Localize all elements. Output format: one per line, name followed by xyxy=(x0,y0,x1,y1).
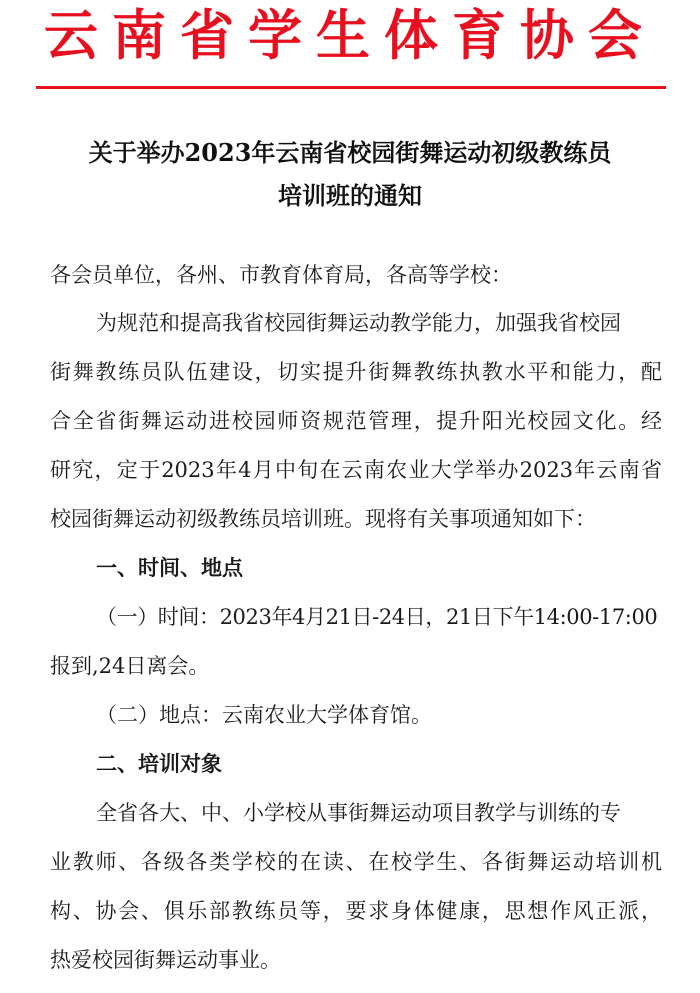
intro-line-1: 为规范和提高我省校园街舞运动教学能力，加强我省校园 xyxy=(96,311,621,335)
intro-line-2: 街舞教练员队伍建设，切实提升街舞教练执教水平和能力，配 xyxy=(50,360,662,384)
salutation: 各会员单位，各州、市教育体育局，各高等学校： xyxy=(50,263,512,287)
trainees-line-4: 热爱校园街舞运动事业。 xyxy=(50,948,281,972)
notice-title-line-1: 关于举办2023年云南省校园街舞运动初级教练员 xyxy=(88,138,612,167)
trainees-line-1: 全省各大、中、小学校从事街舞运动项目教学与训练的专 xyxy=(96,801,621,825)
intro-line-5: 校园街舞运动初级教练员培训班。现将有关事项通知如下： xyxy=(50,507,596,531)
place-line: （二）地点：云南农业大学体育馆。 xyxy=(96,703,432,727)
time-line-1: （一）时间：2023年4月21日-24日，21日下午14:00-17:00 xyxy=(96,605,658,629)
notice-title-line-2: 培训班的通知 xyxy=(278,181,422,210)
intro-line-4: 研究，定于2023年4月中旬在云南农业大学举办2023年云南省 xyxy=(50,458,662,482)
section-heading-trainees: 二、培训对象 xyxy=(96,752,222,776)
red-divider-line xyxy=(36,86,666,89)
section-heading-time-place: 一、时间、地点 xyxy=(96,556,243,580)
trainees-line-2: 业教师、各级各类学校的在读、在校学生、各街舞运动培训机 xyxy=(50,850,662,874)
organization-masthead: 云南省学生体育协会 xyxy=(44,4,656,67)
intro-line-3: 合全省街舞运动进校园师资规范管理，提升阳光校园文化。经 xyxy=(50,409,662,433)
trainees-line-3: 构、协会、俱乐部教练员等，要求身体健康，思想作风正派， xyxy=(50,899,662,923)
time-line-2: 报到,24日离会。 xyxy=(50,654,210,678)
